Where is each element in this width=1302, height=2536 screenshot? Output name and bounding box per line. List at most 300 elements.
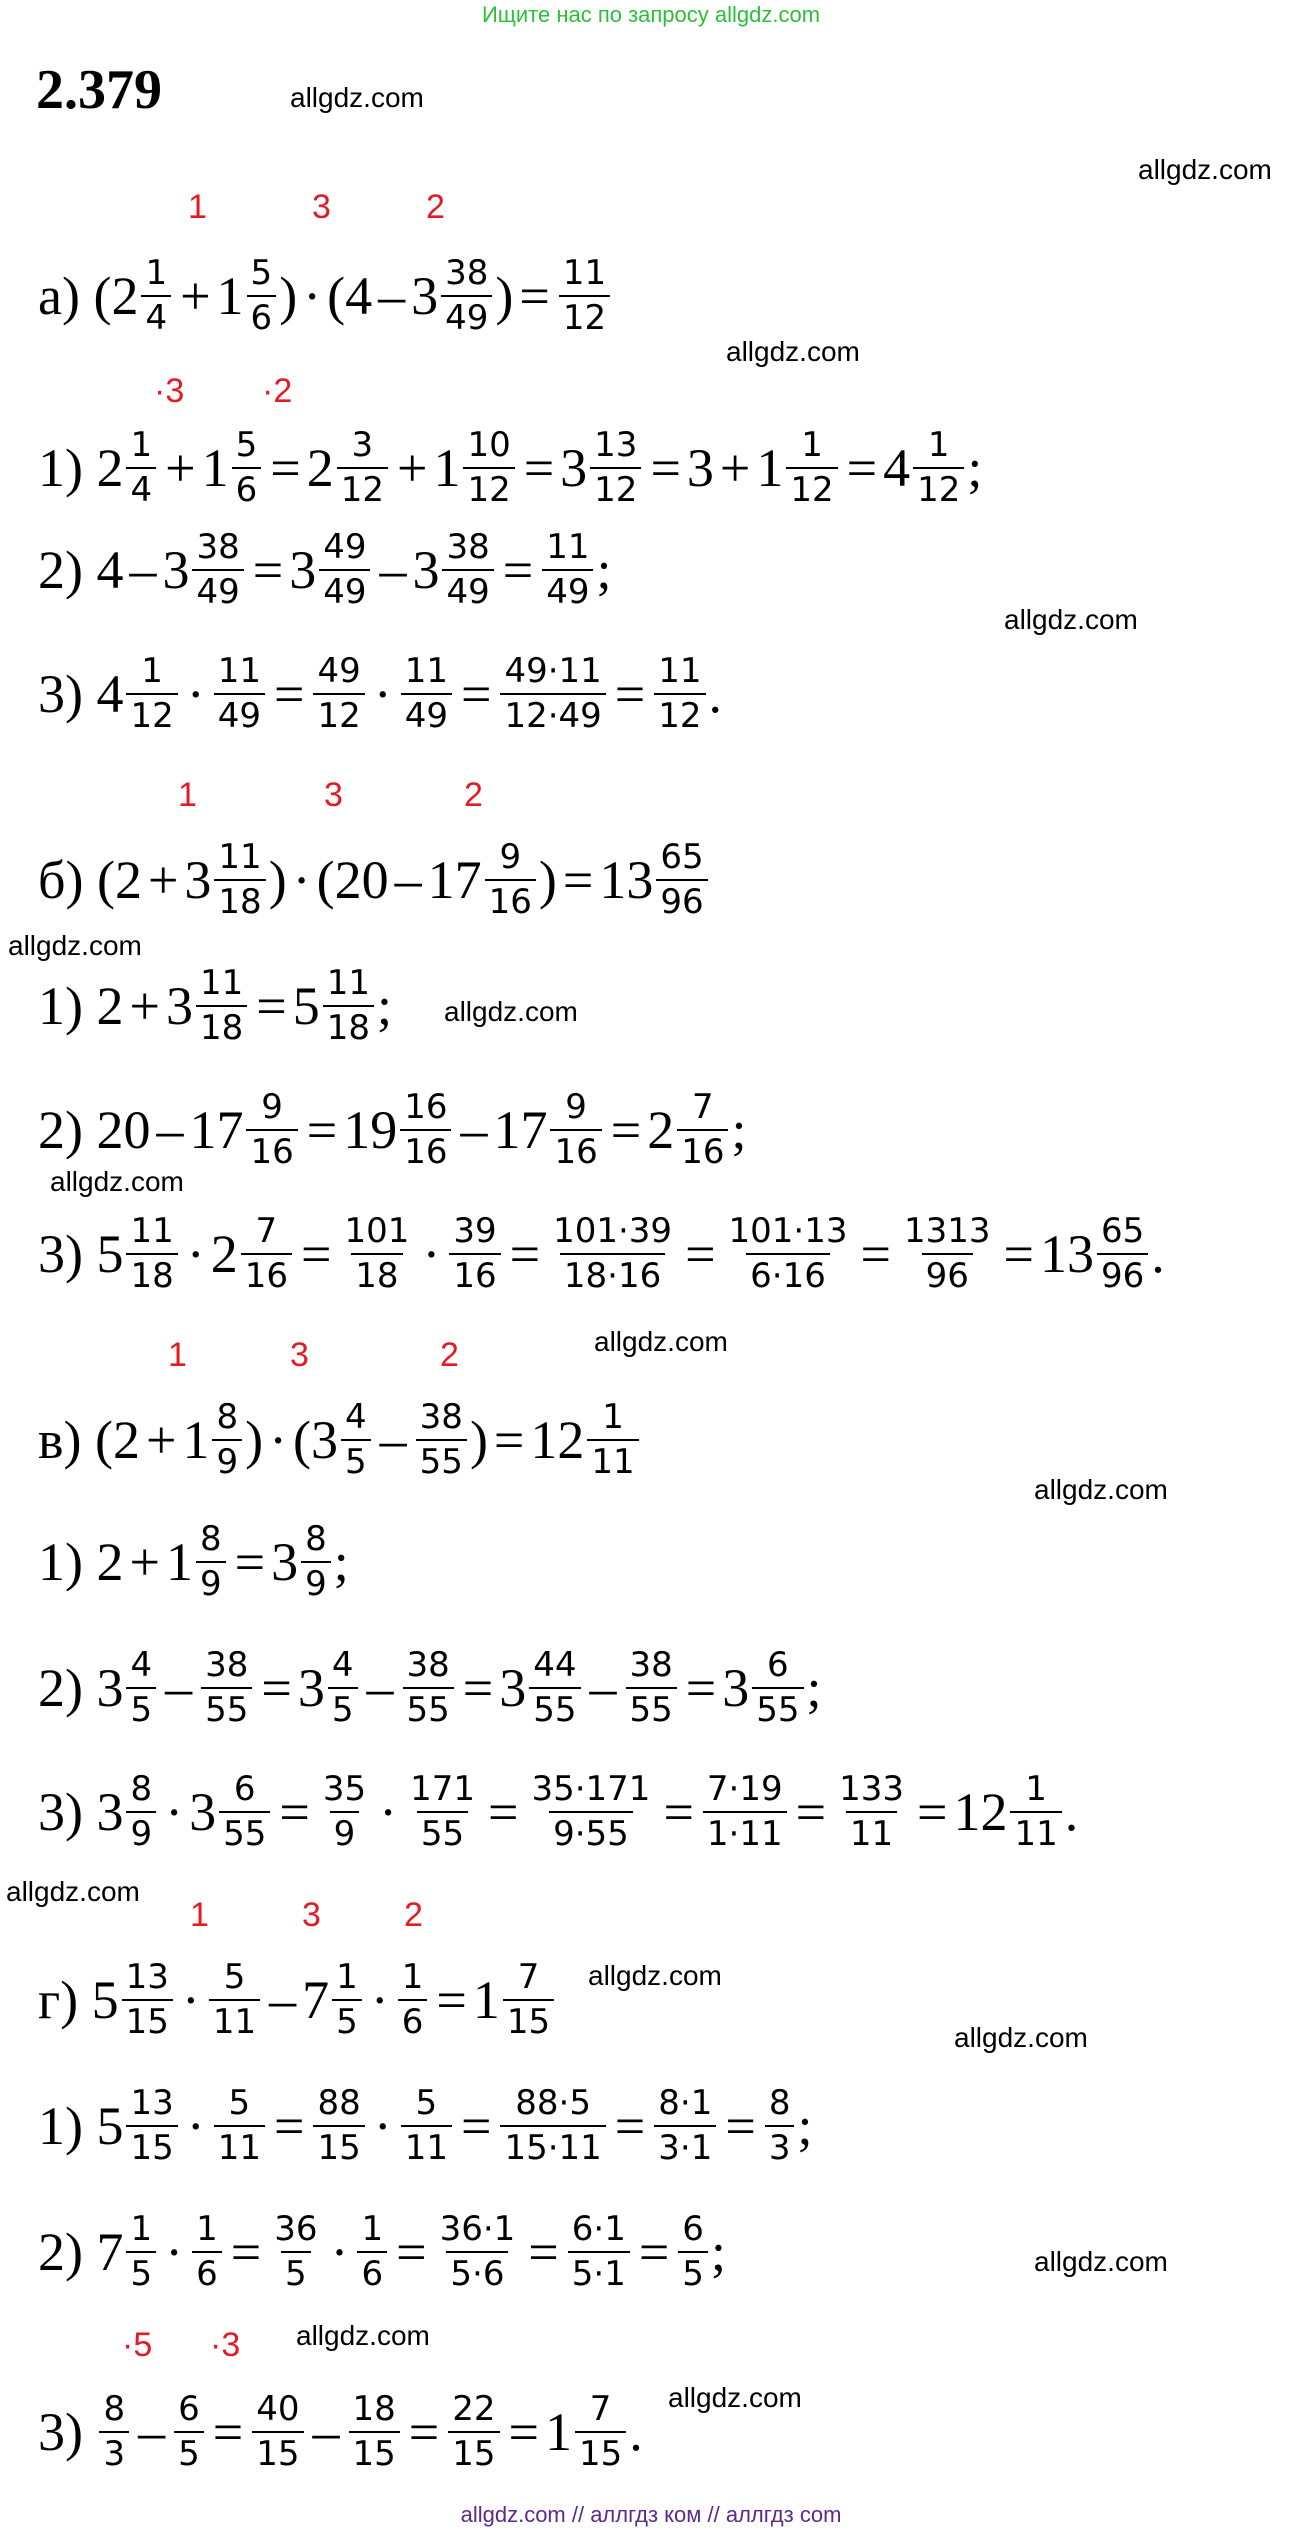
numerator: 1 <box>196 2208 218 2249</box>
operator: = <box>685 1658 717 1718</box>
whole: 12 <box>953 1782 1008 1842</box>
paren: ) <box>469 1410 488 1470</box>
numerator: 49·11 <box>504 650 602 691</box>
operator: = <box>261 1658 292 1718</box>
fraction <box>913 426 964 510</box>
whole: 3 <box>560 438 588 498</box>
denominator: 5·1 <box>568 2251 630 2294</box>
numerator: 8 <box>103 2388 126 2429</box>
punctuation: ; <box>731 1100 747 1160</box>
denominator: 1·11 <box>703 1811 787 1854</box>
operator: · <box>165 1782 184 1842</box>
numerator: 13 <box>125 1956 169 1997</box>
fraction <box>550 1088 601 1172</box>
numerator: 38 <box>445 252 489 293</box>
whole: 4 <box>96 664 124 724</box>
mixed-number <box>493 1088 604 1172</box>
denominator: 6 <box>192 2251 222 2294</box>
fraction <box>319 528 370 612</box>
fraction <box>126 1770 156 1854</box>
factor-mark: ·5 <box>122 2326 153 2364</box>
part-g-statement <box>38 1940 557 2060</box>
denominator: 12 <box>590 467 641 510</box>
fraction <box>319 1770 370 1854</box>
fraction <box>448 2390 499 2474</box>
denominator: 5 <box>126 1687 156 1730</box>
denominator: 12 <box>463 467 514 510</box>
numerator: 5 <box>250 252 273 293</box>
part-a-step-2 <box>38 510 612 630</box>
fraction <box>126 1646 156 1730</box>
numerator: 38 <box>419 1396 463 1437</box>
numerator: 101·13 <box>728 1210 848 1251</box>
step-label: 2) <box>38 1658 83 1718</box>
part-label: в) <box>38 1410 82 1470</box>
whole: 19 <box>343 1100 398 1160</box>
operator: = <box>274 2096 305 2156</box>
denominator: 3·1 <box>654 2125 716 2168</box>
mixed-number <box>499 1646 583 1730</box>
fraction <box>403 1646 454 1730</box>
mixed-number <box>96 1646 159 1730</box>
fraction <box>406 1770 479 1854</box>
numerator: 5 <box>228 2082 251 2123</box>
denominator: 18·16 <box>560 1253 665 1296</box>
numerator: 1 <box>361 2208 384 2249</box>
operator: = <box>650 438 681 498</box>
fraction <box>247 254 277 338</box>
problem-number: 2.379 <box>36 59 162 121</box>
watermark: allgdz.com <box>290 82 424 113</box>
part-v-step-1 <box>38 1502 349 1622</box>
number: 4 <box>345 266 373 326</box>
order-mark: 3 <box>302 1896 321 1934</box>
whole: 3 <box>411 266 439 326</box>
denominator: 12 <box>126 693 177 736</box>
fraction <box>765 2084 795 2168</box>
numerator: 11 <box>562 252 607 293</box>
fraction <box>725 1212 852 1296</box>
operator: · <box>373 2096 392 2156</box>
whole: 3 <box>311 1410 339 1470</box>
operator: = <box>460 2096 492 2156</box>
denominator: 49 <box>192 569 243 612</box>
watermark: allgdz.com <box>6 1876 140 1907</box>
numerator: 65 <box>660 836 704 877</box>
step-label: 2) <box>38 2222 83 2282</box>
denominator: 6 <box>398 1999 428 2042</box>
fraction <box>252 2390 303 2474</box>
factor-mark: ·3 <box>154 372 185 410</box>
numerator: 11 <box>199 962 244 1003</box>
watermark: allgdz.com <box>954 2022 1088 2053</box>
denominator: 11 <box>209 1999 260 2042</box>
operator: + <box>129 1532 160 1592</box>
mixed-number <box>289 528 373 612</box>
fraction <box>626 1646 677 1730</box>
fraction <box>678 2210 708 2294</box>
mixed-number <box>96 1212 180 1296</box>
denominator: 12 <box>559 295 610 338</box>
whole: 1 <box>182 1410 210 1470</box>
order-mark: 2 <box>404 1896 423 1934</box>
denominator: 16 <box>485 879 536 922</box>
denominator: 16 <box>400 1129 451 1172</box>
fraction <box>568 2210 630 2294</box>
denominator: 49 <box>442 569 493 612</box>
paren: ( <box>93 266 112 326</box>
whole: 5 <box>91 1970 119 2030</box>
paren: ) <box>245 1410 264 1470</box>
whole: 13 <box>599 850 654 910</box>
watermark: allgdz.com <box>1004 604 1138 635</box>
paren: ( <box>94 1410 113 1470</box>
order-mark: 2 <box>426 188 445 226</box>
numerator: 5 <box>235 424 258 465</box>
operator: – <box>138 2402 166 2462</box>
operator: = <box>460 664 492 724</box>
operator: – <box>165 1658 193 1718</box>
fraction <box>436 2210 520 2294</box>
number: 2 <box>114 850 142 910</box>
operator: – <box>269 1970 297 2030</box>
number: 2 <box>96 1532 124 1592</box>
denominator: 4 <box>126 467 156 510</box>
denominator: 49 <box>441 295 492 338</box>
denominator: 5·6 <box>446 2251 508 2294</box>
fraction <box>529 1646 580 1730</box>
denominator: 55 <box>626 1687 677 1730</box>
operator: = <box>230 2222 262 2282</box>
denominator: 5 <box>281 2251 311 2294</box>
whole: 3 <box>271 1532 299 1592</box>
operator: = <box>279 1782 310 1842</box>
fraction <box>219 1770 270 1854</box>
part-b-statement <box>38 820 711 940</box>
mixed-number <box>211 1212 295 1296</box>
order-mark: 1 <box>168 1336 187 1374</box>
fraction <box>401 652 452 736</box>
operator: = <box>508 2402 539 2462</box>
operator: – <box>379 1410 407 1470</box>
fraction <box>400 1088 451 1172</box>
whole: 17 <box>427 850 482 910</box>
number: 2 <box>96 976 124 1036</box>
operator: · <box>303 266 322 326</box>
denominator: 96 <box>656 879 707 922</box>
whole: 4 <box>883 438 911 498</box>
operator: – <box>312 2402 340 2462</box>
operator: + <box>147 850 179 910</box>
operator: = <box>519 266 550 326</box>
factor-mark: ·2 <box>262 372 293 410</box>
operator: + <box>396 438 428 498</box>
punctuation: ; <box>710 2222 726 2282</box>
fraction <box>416 1398 467 1482</box>
denominator: 55 <box>416 1439 467 1482</box>
fraction <box>441 254 492 338</box>
order-mark: 3 <box>324 776 343 814</box>
step-label: 3) <box>38 1224 83 1284</box>
fraction <box>201 1646 252 1730</box>
part-g-step-1 <box>38 2066 812 2186</box>
operator: – <box>366 1658 394 1718</box>
operator: = <box>462 1658 494 1718</box>
whole: 2 <box>647 1100 675 1160</box>
whole: 3 <box>165 976 193 1036</box>
watermark: allgdz.com <box>668 2382 802 2413</box>
fraction <box>126 652 177 736</box>
numerator: 10 <box>467 424 511 465</box>
denominator: 18 <box>126 1253 177 1296</box>
denominator: 15 <box>313 2125 364 2168</box>
denominator: 9·55 <box>549 1811 633 1854</box>
fraction <box>656 838 707 922</box>
numerator: 38 <box>406 1644 450 1685</box>
fraction <box>341 1398 371 1482</box>
whole: 13 <box>1039 1224 1094 1284</box>
denominator: 96 <box>922 1253 973 1296</box>
mixed-number <box>111 254 174 338</box>
numerator: 38 <box>446 526 490 567</box>
operator: = <box>509 1224 541 1284</box>
fraction <box>654 2084 716 2168</box>
whole: 7 <box>96 2222 124 2282</box>
operator: · <box>186 2096 205 2156</box>
denominator: 4 <box>141 295 171 338</box>
watermark: allgdz.com <box>726 336 860 367</box>
operator: – <box>379 540 407 600</box>
numerator: 3 <box>351 424 374 465</box>
numerator: 49 <box>317 650 361 691</box>
numerator: 38 <box>196 526 240 567</box>
fraction <box>126 1212 177 1296</box>
operator: = <box>488 1782 519 1842</box>
denominator: 15·11 <box>500 2125 605 2168</box>
mixed-number <box>302 1958 365 2042</box>
operator: = <box>274 664 305 724</box>
fraction <box>209 1958 260 2042</box>
mixed-number <box>756 426 840 510</box>
fraction <box>196 1520 226 1604</box>
operator: = <box>916 1782 948 1842</box>
denominator: 12 <box>913 467 964 510</box>
part-label: г) <box>38 1970 79 2030</box>
numerator: 88 <box>317 2082 361 2123</box>
denominator: 15 <box>448 2431 499 2474</box>
step-label: 3) <box>38 664 83 724</box>
fraction <box>313 2084 364 2168</box>
mixed-number <box>560 426 644 510</box>
fraction <box>485 838 536 922</box>
paren: ) <box>495 266 514 326</box>
watermark: allgdz.com <box>588 1960 722 1991</box>
fraction <box>126 2084 177 2168</box>
mixed-number <box>271 1520 334 1604</box>
denominator: 12 <box>786 467 837 510</box>
order-mark: 3 <box>290 1336 309 1374</box>
numerator: 9 <box>261 1086 283 1127</box>
denominator: 5 <box>678 2251 708 2294</box>
watermark: allgdz.com <box>296 2320 430 2351</box>
denominator: 16 <box>241 1253 292 1296</box>
fraction <box>349 2390 400 2474</box>
numerator: 101·39 <box>553 1210 673 1251</box>
watermark: allgdz.com <box>1034 1474 1168 1505</box>
numerator: 9 <box>499 836 522 877</box>
mixed-number <box>530 1398 641 1482</box>
denominator: 6·16 <box>746 1253 830 1296</box>
fraction <box>357 2210 387 2294</box>
numerator: 4 <box>345 1396 367 1437</box>
numerator: 18 <box>352 2388 396 2429</box>
fraction <box>654 652 705 736</box>
numerator: 16 <box>404 1086 448 1127</box>
whole: 1 <box>165 1532 193 1592</box>
numerator: 22 <box>452 2388 496 2429</box>
numerator: 7 <box>692 1086 714 1127</box>
number: 3 <box>686 438 714 498</box>
fraction <box>192 2210 222 2294</box>
fraction <box>192 528 243 612</box>
order-mark: 1 <box>190 1896 209 1934</box>
whole: 1 <box>756 438 784 498</box>
denominator: 49 <box>214 693 265 736</box>
numerator: 8 <box>130 1768 153 1809</box>
mixed-number <box>96 2084 180 2168</box>
mixed-number <box>293 964 377 1048</box>
step-label: 1) <box>38 438 83 498</box>
whole: 5 <box>96 2096 124 2156</box>
mixed-number <box>182 1398 245 1482</box>
whole: 3 <box>722 1658 750 1718</box>
operator: = <box>610 1100 642 1160</box>
denominator: 5 <box>126 2251 156 2294</box>
operator: = <box>663 1782 694 1842</box>
numerator: 65 <box>1100 1210 1145 1251</box>
denominator: 55 <box>529 1687 580 1730</box>
numerator: 7 <box>589 2388 612 2429</box>
operator: – <box>378 266 406 326</box>
numerator: 4 <box>130 1644 153 1685</box>
operator: · <box>292 850 311 910</box>
operator: + <box>180 266 211 326</box>
part-b-step-3 <box>38 1194 1165 1314</box>
operator: = <box>846 438 878 498</box>
numerator: 40 <box>256 2388 300 2429</box>
paren: ) <box>538 850 557 910</box>
operator: = <box>614 2096 646 2156</box>
order-mark: 3 <box>312 188 331 226</box>
step-label: 2) <box>38 540 83 600</box>
operator: · <box>379 1782 398 1842</box>
numerator: 9 <box>565 1086 587 1127</box>
fraction <box>500 652 605 736</box>
step-label: 1) <box>38 1532 83 1592</box>
denominator: 49 <box>401 693 452 736</box>
denominator: 3 <box>765 2125 795 2168</box>
numerator: 35·171 <box>531 1768 651 1809</box>
numerator: 11 <box>217 650 261 691</box>
step-label: 2) <box>38 1100 83 1160</box>
operator: = <box>270 438 301 498</box>
denominator: 15 <box>122 1999 173 2042</box>
numerator: 44 <box>533 1644 577 1685</box>
fraction <box>246 1088 297 1172</box>
denominator: 15 <box>349 2431 400 2474</box>
operator: – <box>394 850 422 910</box>
fraction <box>786 426 837 510</box>
denominator: 5 <box>341 1439 371 1482</box>
mixed-number <box>189 1770 273 1854</box>
denominator: 11 <box>1010 1811 1061 1854</box>
mixed-number <box>411 254 495 338</box>
paren: ) <box>268 850 287 910</box>
operator: = <box>614 664 646 724</box>
punctuation: ; <box>333 1532 349 1592</box>
numerator: 11 <box>130 1210 174 1251</box>
operator: = <box>562 850 594 910</box>
mixed-number <box>166 964 250 1048</box>
numerator: 5 <box>415 2082 438 2123</box>
watermark: allgdz.com <box>1034 2246 1168 2277</box>
fraction <box>575 2390 626 2474</box>
whole: 2 <box>306 438 334 498</box>
numerator: 6 <box>767 1644 789 1685</box>
fraction <box>1097 1212 1148 1296</box>
mixed-number <box>647 1088 731 1172</box>
denominator: 55 <box>219 1811 270 1854</box>
numerator: 13 <box>594 424 638 465</box>
denominator: 12 <box>654 693 705 736</box>
numerator: 7 <box>517 1956 540 1997</box>
part-v-step-3 <box>38 1752 1078 1872</box>
denominator: 6 <box>357 2251 387 2294</box>
denominator: 6 <box>232 467 262 510</box>
fraction <box>340 1212 413 1296</box>
mixed-number <box>166 1520 229 1604</box>
operator: · <box>422 1224 441 1284</box>
denominator: 11 <box>587 1439 638 1482</box>
operator: = <box>212 2402 244 2462</box>
mixed-number <box>473 1958 557 2042</box>
part-g-step-3 <box>38 2372 643 2492</box>
fraction <box>559 254 610 338</box>
paren: ( <box>96 850 115 910</box>
fraction <box>549 1212 676 1296</box>
fraction <box>1010 1770 1061 1854</box>
fraction <box>122 1958 173 2042</box>
whole: 1 <box>433 438 461 498</box>
operator: – <box>156 1100 184 1160</box>
mixed-number <box>953 1770 1064 1854</box>
mixed-number <box>184 838 268 922</box>
whole: 5 <box>292 976 320 1036</box>
denominator: 15 <box>126 2125 177 2168</box>
mixed-number <box>433 426 517 510</box>
denominator: 49 <box>542 569 593 612</box>
whole: 1 <box>472 1970 500 2030</box>
part-v-step-2 <box>38 1628 822 1748</box>
fraction <box>587 1398 638 1482</box>
numerator: 1 <box>130 424 153 465</box>
operator: = <box>234 1532 266 1592</box>
punctuation: ; <box>806 1658 822 1718</box>
numerator: 101 <box>344 1210 410 1251</box>
fraction <box>463 426 514 510</box>
numerator: 35 <box>322 1768 367 1809</box>
part-v-statement <box>38 1380 642 1500</box>
